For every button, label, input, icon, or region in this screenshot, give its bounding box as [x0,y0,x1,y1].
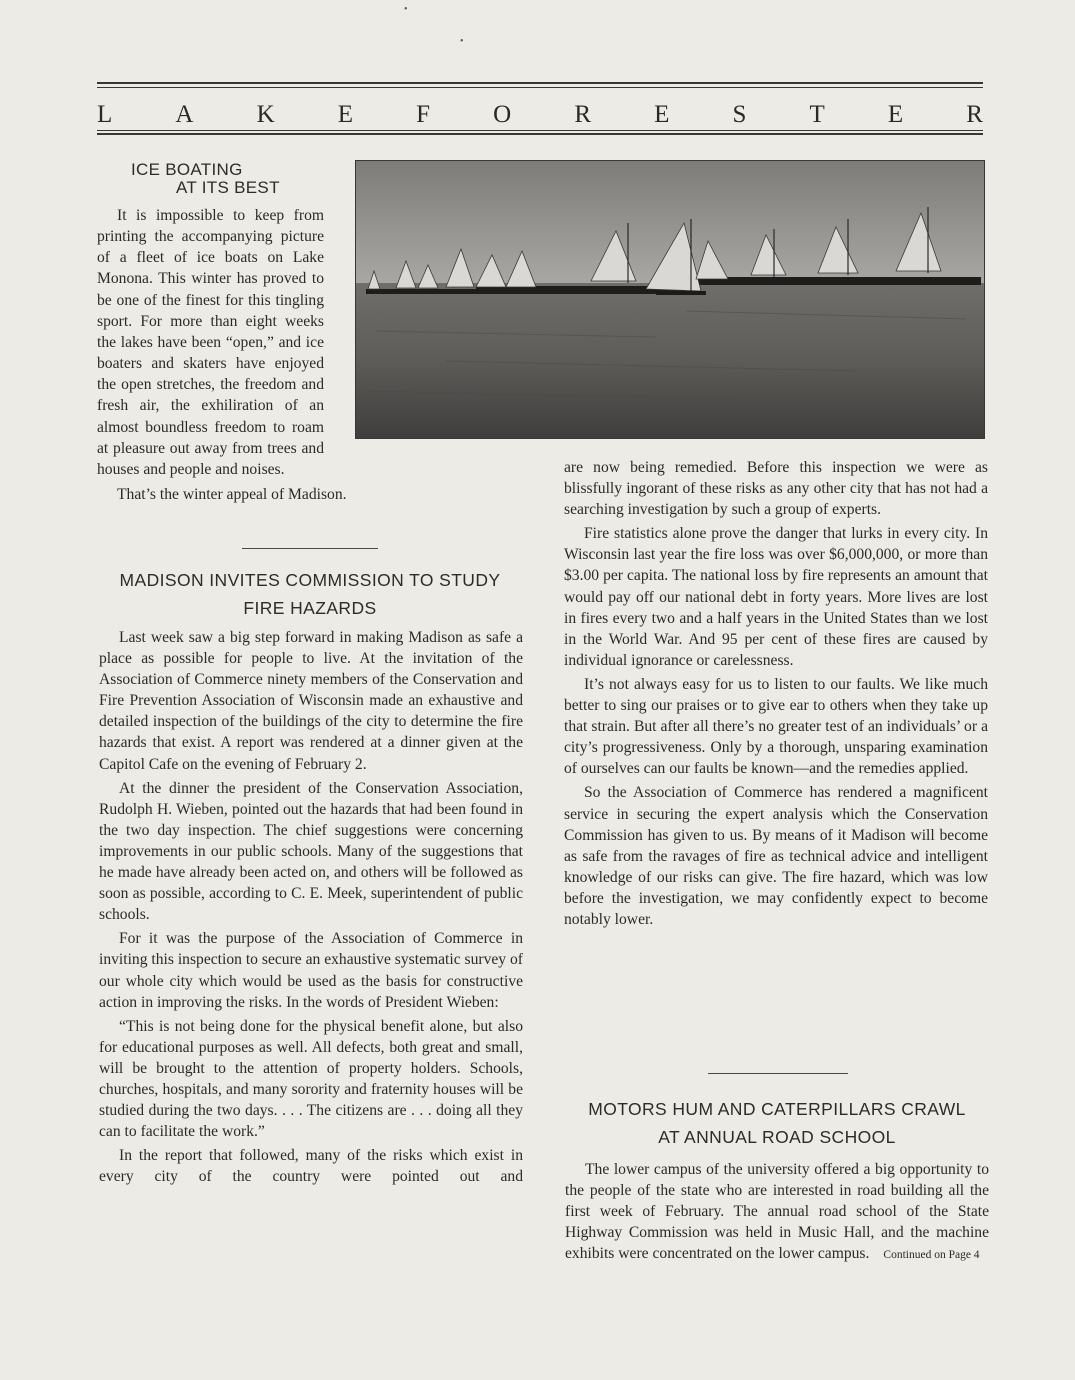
article-paragraph: For it was the purpose of the Association of Commerce in inviting this inspection to secure an exhaustive systematic survey of our whole city which would be used as the basis for constructive action in improving the risks. In the words of President Wieben: [99,930,523,1011]
ice-boating-paragraph: It is impossible to keep from printing the accompanying picture of a fleet of ice boats on Lake Monona. This winter has proved to be one of the finest for this tingling sport. For more than eight weeks the lakes have been “open,” and ice boaters and skaters have enjoyed the open stretches, the freedom and fresh air, the exhiliration of an almost boundless freedom to roam at pleasure out away from trees and houses and people and noises. [97,207,324,478]
masthead [97,98,983,132]
article-paragraph: Last week saw a big step forward in making Madison as safe a place as possible for people to live. At the invitation of the Association of Commerce ninety members of the Conservation and Fire Prevention Association of Wisconsin made an exhaustive and detailed inspection of the buildings of the city to determine the fire hazards that exist. A report was rendered at a dinner given at the Capitol Cafe on the evening of February 2. [99,629,523,773]
print-mark: • [404,4,408,15]
masthead-rule-top [97,82,983,84]
article-paragraph [565,1159,989,1266]
article-paragraph: At the dinner the president of the Conservation Association, Rudolph H. Wieben, pointed out the hazards that had been found in the two day inspection. The chief suggestions were concerning improvements in our public schools. Many of the suggestions that he made have already been acted on, and others will be followed as soon as possible, according to C. E. Meek, superintendent of public schools. [99,779,523,924]
masthead-rule-bottom-thin [97,130,983,131]
masthead-letter: L [97,101,113,128]
fire-hazards-left-column [99,627,523,1190]
masthead-letter: T [809,101,825,128]
ice-boats-photo-image [356,161,984,438]
fire-hazards-right-column [564,457,988,933]
masthead-letter: R [574,101,591,128]
masthead-rule-top-thin [97,87,983,88]
fire-hazards-headline [90,566,530,622]
article-paragraph: Fire statistics alone prove the danger that lurks in every city. In Wisconsin last year the fire loss was over $6,000,000, or more than $3.00 per capita. The national loss by fire represents an amount that would pay off our national debt in forty years. More lives are lost in fires every two and a half years in the United States than we lost in the World War. And 95 per cent of these fires are caused by individual ignorance or carelessness. [564,525,988,669]
headline-line: FIRE HAZARDS [243,598,377,618]
article-paragraph: It’s not always easy for us to listen to our faults. We like much better to sing our praises or to give ear to others when they take up that strain. But after all there’s no greater test of an individuals’ or a city’s progressiveness. Only by a thorough, unsparing examination of ourselves can our faults be known—and the remedies applied. [564,675,988,778]
road-school-text [565,1159,989,1269]
masthead-letter: A [175,101,194,128]
road-school-paragraph: The lower campus of the university offered a big opportunity to the people of the state who are interested in road building all the first week of February. The annual road school of the State Highway Commission was held in Music Hall, and the machine exhibits were concentrated on the lower campus. [565,1161,989,1263]
article-paragraph: are now being remedied. Before this inspection we were as blissfully ingorant of these risks as any other city that has not had a searching investigation by such a group of experts. [564,459,988,519]
masthead-letter: E [654,101,670,128]
continued-note[interactable]: Continued on Page 4 [883,1249,980,1262]
headline-line: AT ITS BEST [176,178,280,197]
masthead-letter: E [337,101,354,128]
print-mark: • [460,36,464,47]
masthead-letter: O [493,101,512,128]
section-divider [708,1073,848,1074]
road-school-headline [557,1095,997,1151]
ice-boats-photo [355,160,985,439]
ice-boating-headline [131,161,331,197]
article-paragraph: In the report that followed, many of the risks which exist in every city of the country were pointed out and [99,1147,523,1186]
masthead-rule-bottom [97,133,983,135]
masthead-letter: S [732,101,747,128]
masthead-letter: E [887,101,904,128]
section-divider [242,548,378,549]
article-paragraph: So the Association of Commerce has rendered a magnificent service in securing the expert analysis which the Conservation Commission has given to us. By means of it Madison will become as safe from the ravages of fire as technical advice and intelligent knowledge of our risks can give. The fire hazard, which was low before the investigation, we may confidently expect to become notably lower. [564,784,988,928]
headline-line: MADISON INVITES COMMISSION TO STUDY [119,570,501,590]
masthead-letter: R [966,101,983,128]
headline-line: AT ANNUAL ROAD SCHOOL [658,1127,896,1147]
ice-boating-closing: That’s the winter appeal of Madison. [117,486,347,504]
masthead-letter: F [416,101,431,128]
article-quote: “This is not being done for the physical benefit alone, but also for educational purposes as well. All defects, both great and small, will be brought to the attention of property holders. Schools, churches, hospitals, and many sorority and fraternity houses will be studied during the two days. . . . The citizens are . . . doing all they can to facilitate the work.” [99,1017,523,1141]
headline-line: ICE BOATING [131,160,243,179]
masthead-letter: K [256,101,275,128]
headline-line: MOTORS HUM AND CATERPILLARS CRAWL [588,1099,966,1119]
